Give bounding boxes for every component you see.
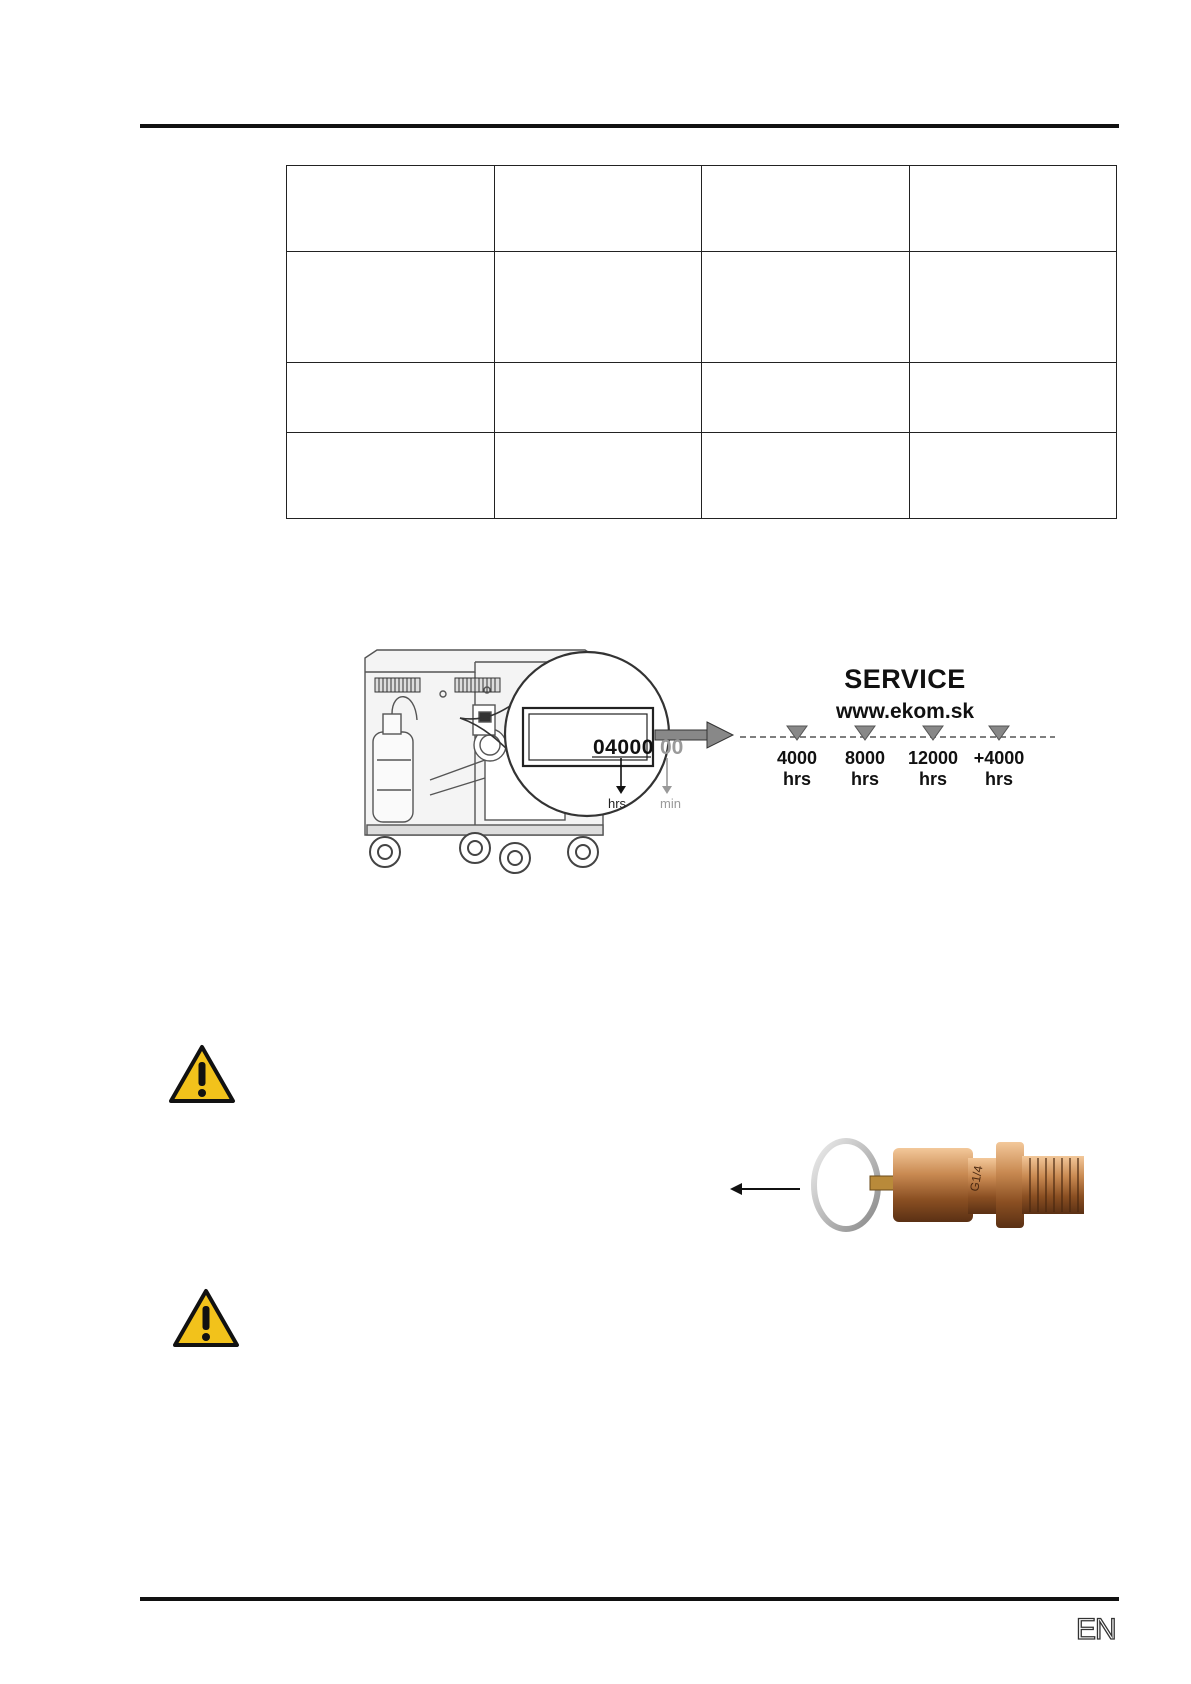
interval-unit: hrs [782,769,811,789]
interval-unit: hrs [918,769,947,789]
hour-counter-hours: 04000 [593,736,654,759]
table-cell [287,433,495,519]
service-title: SERVICE [844,664,966,694]
svg-text:G1/4: G1/4 [967,1164,986,1193]
service-interval [830,748,900,790]
table-row [287,166,1117,252]
table-cell [494,363,702,433]
service-interval [964,748,1034,790]
table-cell [909,166,1117,252]
table-row [287,252,1117,363]
hours-label: hrs [608,796,627,811]
table-cell [909,433,1117,519]
table-cell [494,252,702,363]
arrow-left-icon [730,1182,802,1196]
table-cell [287,166,495,252]
table-cell [702,433,910,519]
footer-rule [140,1597,1119,1601]
table-cell [909,252,1117,363]
table-cell [702,252,910,363]
service-interval [898,748,968,790]
table-row [287,433,1117,519]
table-cell [494,433,702,519]
warning-triangle-icon [172,1288,240,1353]
service-interval-figure [355,640,1055,900]
interval-value: 8000 [844,748,886,768]
maintenance-table [286,165,1117,519]
warning-triangle-icon [168,1044,236,1109]
language-code: EN [1076,1613,1116,1646]
table-cell [909,363,1117,433]
table-cell [494,166,702,252]
hour-counter-minutes: 00 [660,736,684,759]
minutes-label: min [660,796,681,811]
table-cell [702,166,910,252]
table-row [287,363,1117,433]
safety-valve-photo [808,1130,1108,1240]
table-cell [702,363,910,433]
interval-value: 4000 [776,748,818,768]
service-url: www.ekom.sk [835,700,975,723]
interval-value: +4000 [973,748,1025,768]
table-cell [287,252,495,363]
interval-value: 12000 [907,748,959,768]
interval-unit: hrs [850,769,879,789]
table-cell [287,363,495,433]
header-rule [140,124,1119,128]
service-interval [762,748,832,790]
interval-unit: hrs [984,769,1013,789]
